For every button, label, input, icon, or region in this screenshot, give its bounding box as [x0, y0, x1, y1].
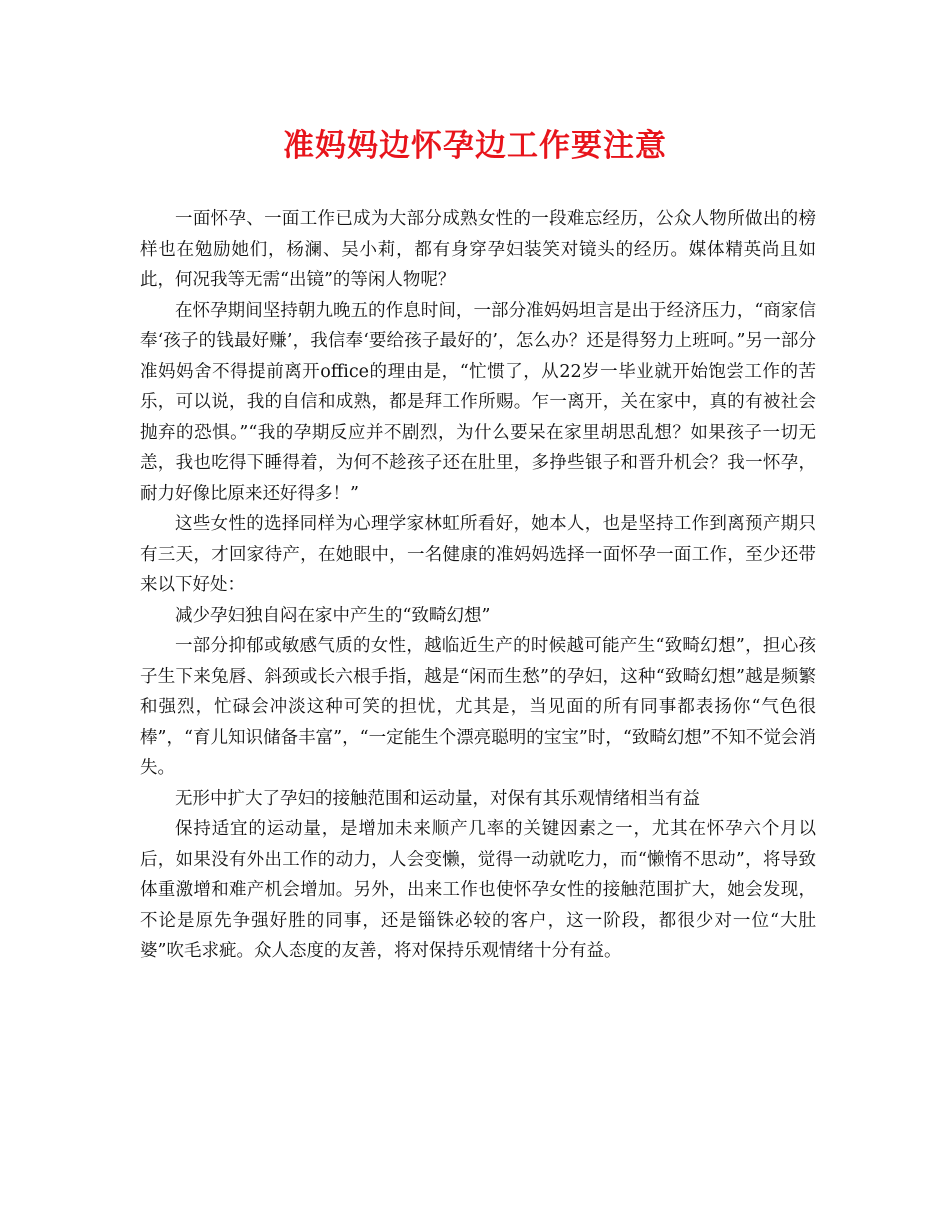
- paragraph-psychologist: 这些女性的选择同样为心理学家林虹所看好，她本人，也是坚持工作到离预产期只有三天，才回家待产，在她眼中，一名健康的准妈妈选择一面怀孕一面工作，至少还带来以下好处：: [140, 514, 816, 595]
- document-body: [140, 204, 816, 967]
- subheading-deformity-fantasy: 减少孕妇独自闷在家中产生的“致畸幻想”: [175, 605, 491, 626]
- subheading-contact-exercise: 无形中扩大了孕妇的接触范围和运动量，对保有其乐观情绪相当有益: [175, 788, 700, 809]
- paragraph-reasons: 在怀孕期间坚持朝九晚五的作息时间，一部分准妈妈坦言是出于经济压力，“商家信奉‘孩子的钱最好赚’，我信奉‘要给孩子最好的’，怎么办？还是得努力上班呵。”另一部分准妈妈舍不得提前离开office的理由是，“忙惯了，从22岁一毕业就开始饱尝工作的苦乐，可以说，我的自信和成熟，都是拜工作所赐。乍一离开，关在家中，真的有被社会抛弃的恐惧。”“我的孕期反应并不剧烈，为什么要呆在家里胡思乱想？如果孩子一切无恙，我也吃得下睡得着，为何不趁孩子还在肚里，多挣些银子和晋升机会？我一怀孕，耐力好像比原来还好得多！”: [140, 300, 816, 504]
- document-title: 准妈妈边怀孕边工作要注意: [283, 128, 667, 164]
- paragraph-intro: 一面怀孕、一面工作已成为大部分成熟女性的一段难忘经历，公众人物所做出的榜样也在勉励她们，杨澜、吴小莉，都有身穿孕妇装笑对镜头的经历。媒体精英尚且如此，何况我等无需“出镜”的等闲人物呢？: [140, 209, 816, 290]
- paragraph-deformity-fantasy: 一部分抑郁或敏感气质的女性，越临近生产的时候越可能产生“致畸幻想”，担心孩子生下来兔唇、斜颈或长六根手指，越是“闲而生愁”的孕妇，这种“致畸幻想”越是频繁和强烈，忙碌会冲淡这种可笑的担忧，尤其是，当见面的所有同事都表扬你“气色很棒”，“育儿知识储备丰富”，“一定能生个漂亮聪明的宝宝”时，“致畸幻想”不知不觉会消失。: [140, 636, 816, 778]
- paragraph-exercise: 保持适宜的运动量，是增加未来顺产几率的关键因素之一，尤其在怀孕六个月以后，如果没有外出工作的动力，人会变懒，觉得一动就吃力，而“懒惰不思动”，将导致体重激增和难产机会增加。另外，出来工作也使怀孕女性的接触范围扩大，她会发现，不论是原先争强好胜的同事，还是锱铢必较的客户，这一阶段，都很少对一位“大肚婆”吹毛求疵。众人态度的友善，将对保持乐观情绪十分有益。: [140, 819, 816, 961]
